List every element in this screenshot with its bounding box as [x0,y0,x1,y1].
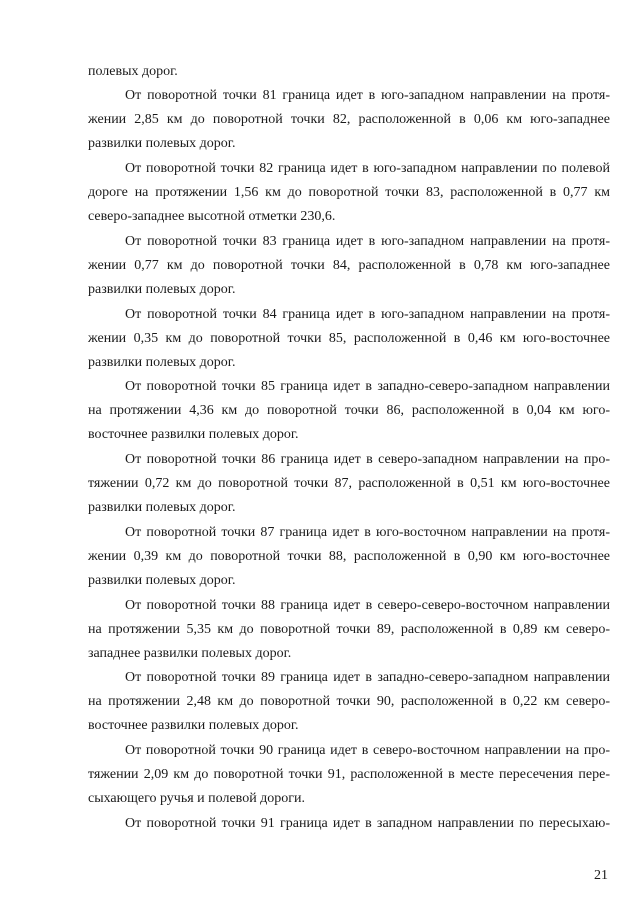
text-line: развилки полевых дорог. [88,573,236,588]
text-line: От поворотной точки 84 граница идет в юго-западном направлении на протя- [125,307,610,322]
text-line: От поворотной точки 82 граница идет в юго-западном направлении по полевой [125,161,610,176]
text-line: От поворотной точки 81 граница идет в юго-западном направлении на протя- [125,88,610,103]
paragraph-point-88 [88,594,610,666]
paragraph-point-83 [88,230,610,302]
text-line: западнее развилки полевых дорог. [88,646,292,661]
paragraph-point-90 [88,739,610,811]
text-line: От поворотной точки 87 граница идет в юго-восточном направлении на протя- [125,525,610,540]
text-line: От поворотной точки 89 граница идет в западно-северо-западном направлении [125,670,610,685]
page-number: 21 [594,868,608,883]
paragraph-point-82 [88,157,610,229]
text-line: жении 0,35 км до поворотной точки 85, расположенной в 0,46 км юго-восточнее [88,331,610,346]
paragraph-point-86 [88,448,610,520]
text-line: развилки полевых дорог. [88,282,236,297]
text-line: тяжении 0,72 км до поворотной точки 87, расположенной в 0,51 км юго-восточнее [88,476,610,491]
text-line: жении 0,77 км до поворотной точки 84, расположенной в 0,78 км юго-западнее [88,258,610,273]
text-line: полевых дорог. [88,64,178,79]
paragraph-point-85 [88,375,610,447]
text-line: сыхающего ручья и полевой дороги. [88,791,306,806]
text-line: жении 0,39 км до поворотной точки 88, расположенной в 0,90 км юго-восточнее [88,549,610,564]
paragraph-point-81 [88,84,610,156]
text-line: От поворотной точки 88 граница идет в северо-северо-восточном направлении [125,598,610,613]
text-line: развилки полевых дорог. [88,500,236,515]
text-line: восточнее развилки полевых дорог. [88,427,299,442]
text-line: развилки полевых дорог. [88,355,236,370]
text-line: От поворотной точки 90 граница идет в северо-восточном направлении на про- [125,743,610,758]
text-line: тяжении 2,09 км до поворотной точки 91, расположенной в месте пересечения пере- [88,767,610,782]
text-line: жении 2,85 км до поворотной точки 82, расположенной в 0,06 км юго-западнее [88,112,610,127]
text-line: северо-западнее высотной отметки 230,6. [88,209,336,224]
paragraph-continuation [88,60,610,84]
text-line: на протяжении 2,48 км до поворотной точки 90, расположенной в 0,22 км северо- [88,694,610,709]
paragraph-point-84 [88,303,610,375]
text-line: на протяжении 4,36 км до поворотной точки 86, расположенной в 0,04 км юго- [88,403,610,418]
text-line: От поворотной точки 85 граница идет в западно-северо-западном направлении [125,379,610,394]
text-line: дороге на протяжении 1,56 км до поворотной точки 83, расположенной в 0,77 км [88,185,610,200]
paragraph-point-87 [88,521,610,593]
text-line: восточнее развилки полевых дорог. [88,718,299,733]
text-line: От поворотной точки 83 граница идет в юго-западном направлении на протя- [125,234,610,249]
paragraph-point-89 [88,666,610,738]
paragraph-point-91 [88,812,610,836]
text-line: От поворотной точки 91 граница идет в западном направлении по пересыхаю- [125,816,610,831]
text-line: От поворотной точки 86 граница идет в северо-западном направлении на про- [125,452,610,467]
text-line: развилки полевых дорог. [88,136,236,151]
text-line: на протяжении 5,35 км до поворотной точки 89, расположенной в 0,89 км северо- [88,622,610,637]
